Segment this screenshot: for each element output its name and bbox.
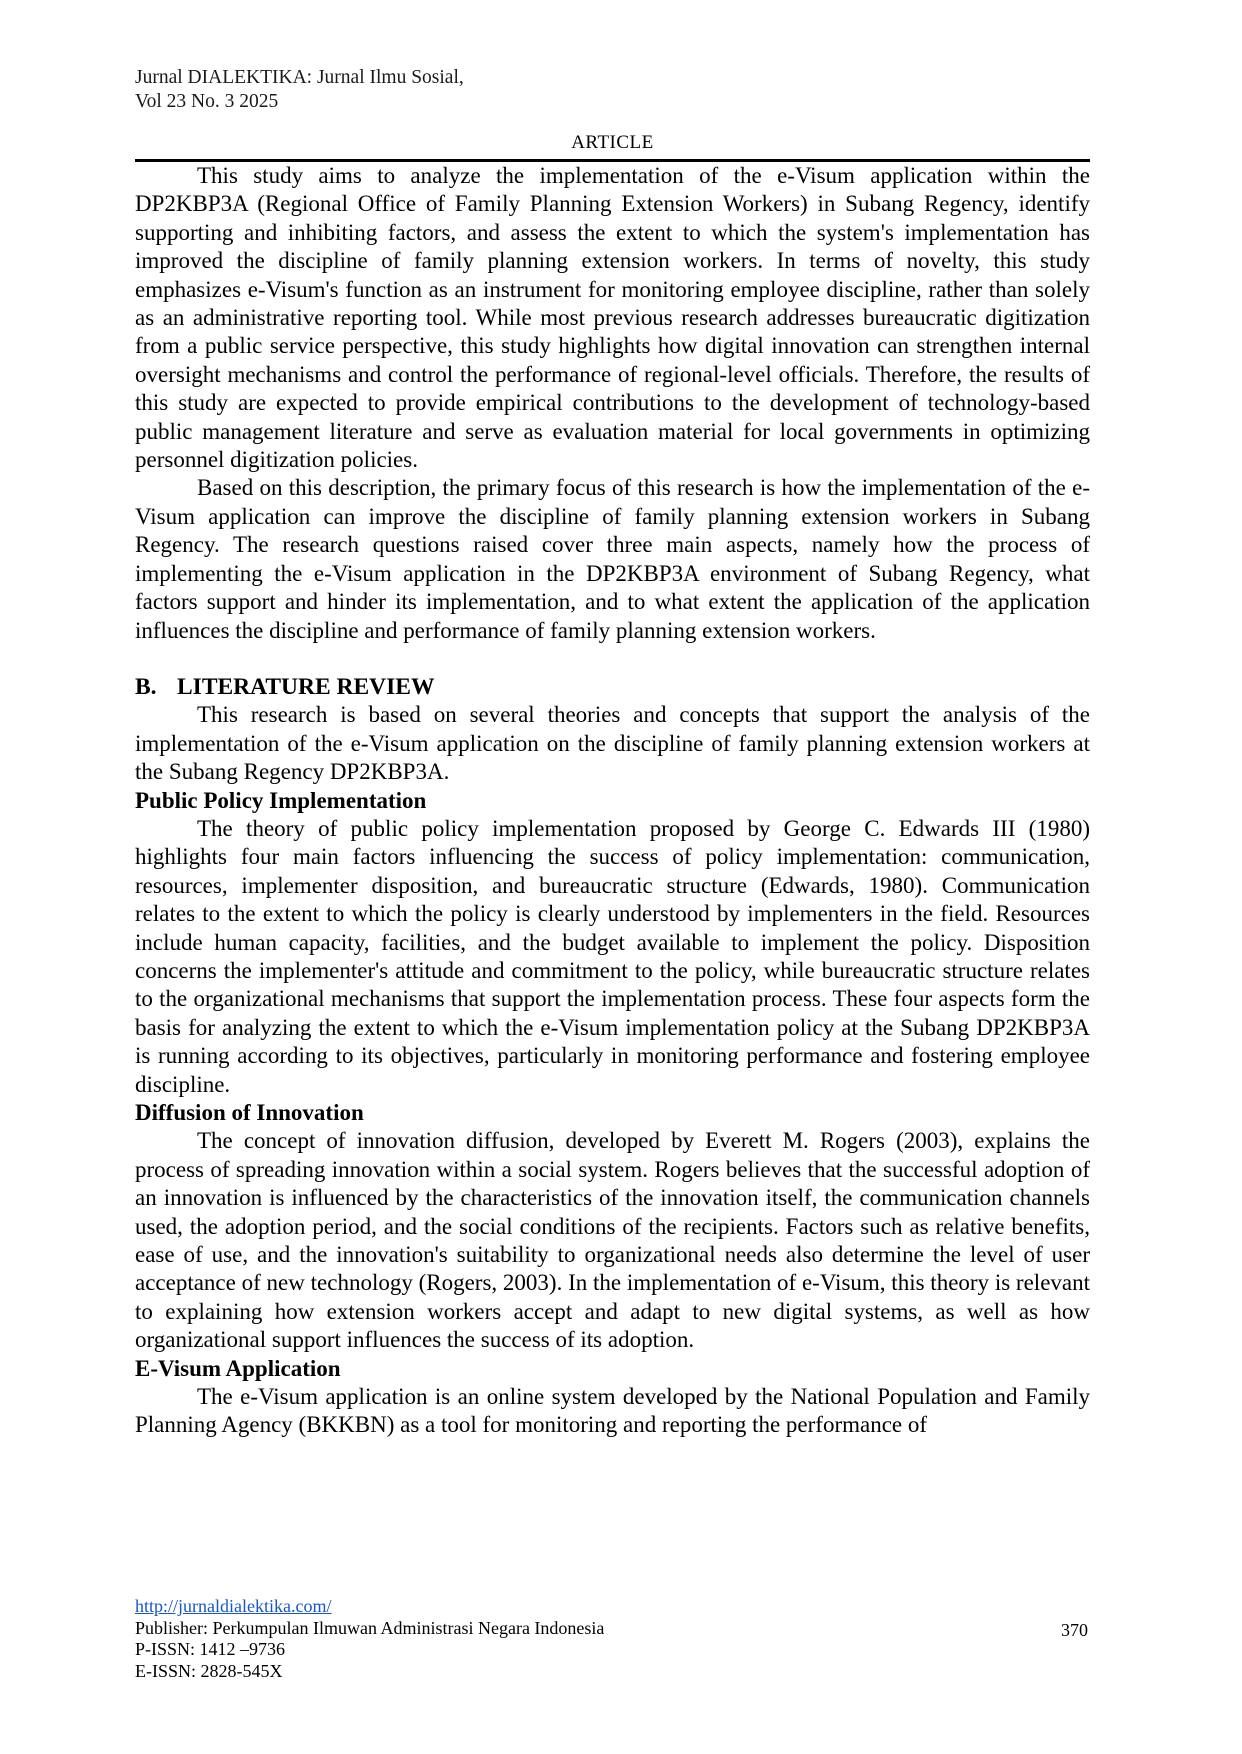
journal-header [135, 66, 464, 113]
journal-url-link[interactable]: http://jurnaldialektika.com/ [135, 1596, 332, 1616]
paragraph-diffusion-innovation: The concept of innovation diffusion, developed by Everett M. Rogers (2003), explains the process of spreading innovation within a social system. Rogers believes that the successful adoption of an innovation is influenced by the characteristics of the innovation itself, the communication channels used, the adoption period, and the social conditions of the recipients. Factors such as relative benefits, ease of use, and the innovation's suitability to organizational needs also determine the level of user acceptance of new technology (Rogers, 2003). In the implementation of e-Visum, this theory is relevant to explaining how extension workers accept and adapt to new digital systems, as well as how organizational support influences the success of its adoption. [135, 1128, 1090, 1353]
subheading-diffusion-innovation: Diffusion of Innovation [135, 1100, 364, 1125]
subheading-evisum-application: E-Visum Application [135, 1355, 341, 1381]
subheading-public-policy: Public Policy Implementation [135, 787, 427, 813]
paragraph-evisum-application: The e-Visum application is an online system developed by the National Population and Family Planning Agency (BKKBN) as a tool for monitoring and reporting the performance of [135, 1384, 1090, 1438]
publisher-line: Publisher: Perkumpulan Ilmuwan Administrasi Negara Indonesia [135, 1617, 605, 1638]
journal-title-line: Jurnal DIALEKTIKA: Jurnal Ilmu Sosial, [135, 67, 464, 88]
paragraph-study-aims: This study aims to analyze the implementation of the e-Visum application within the DP2KBP3A (Regional Office of Family Planning Extension Workers) in Subang Regency, identify supporting and inhibiting factors, and assess the extent to which the system's implementation has improved the discipline of family planning extension workers. In terms of novelty, this study emphasizes e-Visum's function as an instrument for monitoring employee discipline, rather than solely as an administrative reporting tool. While most previous research addresses bureaucratic digitization from a public service perspective, this study highlights how digital innovation can strengthen internal oversight mechanisms and control the performance of regional-level officials. Therefore, the results of this study are expected to provide empirical contributions to the development of technology-based public management literature and serve as evaluation material for local governments in optimizing personnel digitization policies. [135, 163, 1090, 473]
paragraph-literature-intro: This research is based on several theories and concepts that support the analysis of the implementation of the e-Visum application on the discipline of family planning extension workers at the Subang Regency DP2KBP3A. [135, 702, 1090, 785]
paragraph-research-focus: Based on this description, the primary focus of this research is how the implementation of the e-Visum application can improve the discipline of family planning extension workers in Subang Regency. The research questions raised cover three main aspects, namely how the process of implementing the e-Visum application in the DP2KBP3A environment of Subang Regency, what factors support and hinder its implementation, and to what extent the application of the application influences the discipline and performance of family planning extension workers. [135, 475, 1090, 643]
section-heading-literature-review [135, 673, 1090, 701]
page-number: 370 [1061, 1620, 1088, 1640]
section-title: LITERATURE REVIEW [177, 673, 435, 700]
section-letter: B. [135, 673, 157, 700]
article-body [135, 131, 1090, 1440]
article-type-label: ARTICLE [135, 131, 1090, 162]
p-issn-line: P-ISSN: 1412 –9736 [135, 1639, 286, 1659]
paragraph-public-policy: The theory of public policy implementation proposed by George C. Edwards III (1980) highlights four main factors influencing the success of policy implementation: communication, resources, implementer disposition, and bureaucratic structure (Edwards, 1980). Communication relates to the extent to which the policy is clearly understood by implementers in the field. Resources include human capacity, facilities, and the budget available to implement the policy. Disposition concerns the implementer's attitude and commitment to the policy, while bureaucratic structure relates to the organizational mechanisms that support the implementation process. These four aspects form the basis for analyzing the extent to which the e-Visum implementation policy at the Subang DP2KBP3A is running according to its objectives, particularly in monitoring performance and fostering employee discipline. [135, 815, 1090, 1097]
e-issn-line: E-ISSN: 2828-545X [135, 1660, 283, 1681]
page-footer [135, 1596, 1090, 1682]
footer-url-line [135, 1596, 1090, 1618]
journal-volume-line: Vol 23 No. 3 2025 [135, 90, 279, 112]
